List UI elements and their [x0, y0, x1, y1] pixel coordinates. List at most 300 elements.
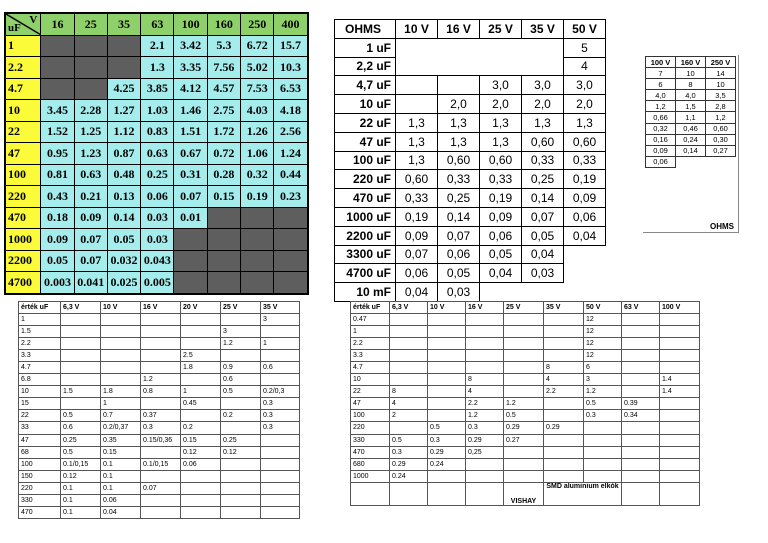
value-cell: 0,05: [480, 245, 522, 264]
value-cell: 22: [19, 410, 61, 422]
value-cell: 0.19: [241, 186, 274, 208]
value-cell: [428, 350, 466, 362]
table-row: [351, 446, 700, 458]
value-cell: [438, 57, 480, 76]
value-cell: 0,14: [522, 189, 564, 208]
value-cell: 0.1/0,15: [141, 458, 181, 470]
value-cell: 3.42: [174, 35, 207, 57]
voltage-header: 35: [107, 13, 140, 35]
table-row: [19, 386, 300, 398]
value-cell: 0.06: [101, 494, 141, 506]
table-row: [335, 132, 606, 151]
value-cell: 4.03: [241, 100, 274, 122]
value-cell: 0.35: [101, 434, 141, 446]
value-cell: 0.005: [141, 272, 174, 294]
corner-unit: uF: [8, 21, 21, 34]
value-cell: 0.25: [61, 434, 101, 446]
value-cell: [504, 362, 544, 374]
voltage-header: 250: [241, 13, 274, 35]
value-cell: 0.041: [74, 272, 107, 294]
value-cell: [181, 494, 221, 506]
value-cell: [504, 326, 544, 338]
value-cell: 2,0: [522, 95, 564, 114]
value-cell: [41, 78, 74, 100]
value-cell: [564, 245, 606, 264]
value-cell: 0,16: [646, 134, 676, 145]
table-row: [351, 398, 700, 410]
value-cell: [660, 398, 700, 410]
value-cell: [390, 350, 428, 362]
value-cell: [261, 350, 300, 362]
value-cell: 0,27: [706, 145, 736, 156]
value-cell: [504, 458, 544, 470]
value-cell: 15: [19, 398, 61, 410]
value-cell: 0.34: [622, 410, 660, 422]
value-cell: [544, 434, 584, 446]
header-row: [19, 302, 300, 314]
column-header: érték uF: [351, 302, 390, 314]
table-row: [351, 338, 700, 350]
value-cell: 2.2: [19, 338, 61, 350]
value-cell: [544, 338, 584, 350]
value-cell: 0.24: [428, 458, 466, 470]
value-cell: 0,07: [438, 226, 480, 245]
value-cell: 8: [390, 386, 428, 398]
value-cell: [428, 470, 466, 482]
empty-cell: [351, 482, 390, 505]
value-cell: 1,3: [438, 113, 480, 132]
value-cell: [622, 422, 660, 434]
value-cell: 1: [19, 314, 61, 326]
value-cell: 0.72: [207, 143, 240, 165]
value-cell: 0.07: [74, 229, 107, 251]
value-cell: 0.6: [221, 374, 261, 386]
column-header: 10 V: [101, 302, 141, 314]
value-cell: [107, 57, 140, 79]
value-cell: 0,07: [522, 207, 564, 226]
capacitance-cell: 4700: [5, 272, 41, 294]
value-cell: 0.15: [207, 186, 240, 208]
value-cell: 0.05: [107, 229, 140, 251]
value-cell: 0,09: [646, 145, 676, 156]
value-cell: [622, 314, 660, 326]
value-cell: 1.2: [466, 410, 504, 422]
value-cell: [61, 362, 101, 374]
value-cell: [428, 386, 466, 398]
table-row: [19, 434, 300, 446]
value-cell: [428, 398, 466, 410]
value-cell: 1.06: [241, 143, 274, 165]
value-cell: [428, 326, 466, 338]
value-cell: 4: [466, 386, 504, 398]
value-cell: 5: [564, 38, 606, 57]
value-cell: [564, 283, 606, 302]
value-cell: 3,0: [564, 76, 606, 95]
value-cell: 1.2: [141, 374, 181, 386]
value-cell: 1.12: [107, 121, 140, 143]
value-cell: [207, 250, 240, 272]
value-cell: 4: [390, 398, 428, 410]
value-cell: [101, 362, 141, 374]
value-cell: 470: [19, 506, 61, 518]
value-cell: [480, 57, 522, 76]
value-cell: [466, 314, 504, 326]
column-header: 10 V: [396, 20, 438, 39]
value-cell: 0.7: [101, 410, 141, 422]
value-cell: 0.28: [207, 164, 240, 186]
value-cell: 1000: [351, 470, 390, 482]
value-cell: [438, 38, 480, 57]
value-cell: 8: [544, 362, 584, 374]
value-cell: 3: [261, 314, 300, 326]
value-cell: 1,2: [706, 112, 736, 123]
value-cell: 3,0: [480, 76, 522, 95]
value-cell: 12: [584, 350, 622, 362]
table-row: [5, 121, 308, 143]
value-cell: 10: [676, 68, 706, 79]
value-cell: 1.5: [61, 386, 101, 398]
value-cell: 4.7: [351, 362, 390, 374]
value-cell: [174, 250, 207, 272]
value-cell: 0.01: [174, 207, 207, 229]
value-cell: [660, 338, 700, 350]
value-cell: [101, 314, 141, 326]
value-cell: 47: [351, 398, 390, 410]
value-cell: 33: [19, 422, 61, 434]
capacitance-cell: 1000: [5, 229, 41, 251]
value-cell: 0.44: [274, 164, 308, 186]
ohms-table: [334, 19, 606, 302]
value-cell: 0,09: [564, 189, 606, 208]
column-header: 160 V: [676, 57, 706, 68]
value-cell: 0.95: [41, 143, 74, 165]
value-cell: [660, 410, 700, 422]
value-cell: 14: [706, 68, 736, 79]
table-row: [646, 101, 736, 112]
capacitance-cell: 4700 uF: [335, 264, 396, 283]
value-cell: [622, 470, 660, 482]
value-cell: [622, 326, 660, 338]
value-cell: 150: [19, 470, 61, 482]
table-row: [19, 326, 300, 338]
capacitance-cell: 47: [5, 143, 41, 165]
value-cell: 1.51: [174, 121, 207, 143]
value-cell: [41, 57, 74, 79]
value-cell: 0,05: [438, 264, 480, 283]
table-row: [351, 410, 700, 422]
value-cell: [480, 283, 522, 302]
value-cell: [660, 470, 700, 482]
value-cell: 0.15: [181, 434, 221, 446]
value-cell: 0,25: [438, 189, 480, 208]
value-cell: [660, 458, 700, 470]
value-cell: 0,33: [396, 189, 438, 208]
voltage-header: 100: [174, 13, 207, 35]
table-row: [19, 458, 300, 470]
value-cell: 0.81: [41, 164, 74, 186]
column-header: 16 V: [466, 302, 504, 314]
value-cell: 0.3: [466, 422, 504, 434]
value-cell: [522, 57, 564, 76]
value-cell: 100: [19, 458, 61, 470]
value-cell: 0,60: [706, 123, 736, 134]
value-cell: [141, 398, 181, 410]
value-cell: 0.63: [141, 143, 174, 165]
value-cell: 0,33: [438, 170, 480, 189]
value-cell: [141, 350, 181, 362]
value-cell: 0.1: [101, 470, 141, 482]
value-cell: 330: [19, 494, 61, 506]
value-cell: 0,24: [676, 134, 706, 145]
value-cell: [174, 272, 207, 294]
value-cell: [261, 374, 300, 386]
table-row: [19, 374, 300, 386]
column-header: 50 V: [584, 302, 622, 314]
table-row: [335, 245, 606, 264]
value-cell: 7: [646, 68, 676, 79]
value-cell: 0.03: [141, 229, 174, 251]
column-header: 20 V: [181, 302, 221, 314]
table-row: [19, 314, 300, 326]
table-row: [351, 314, 700, 326]
value-cell: [504, 386, 544, 398]
value-cell: [181, 410, 221, 422]
value-cell: 0.21: [74, 186, 107, 208]
value-cell: 5.3: [207, 35, 240, 57]
value-cell: [221, 470, 261, 482]
value-cell: 0,30: [706, 134, 736, 145]
value-cell: [544, 314, 584, 326]
value-cell: 0.14: [107, 207, 140, 229]
value-cell: [544, 410, 584, 422]
value-cell: 4.18: [274, 100, 308, 122]
value-cell: [544, 458, 584, 470]
value-cell: 0.39: [622, 398, 660, 410]
value-cell: 0.2: [221, 410, 261, 422]
table-row: [646, 112, 736, 123]
value-cell: 0.1: [61, 494, 101, 506]
value-cell: [141, 326, 181, 338]
value-cell: [428, 410, 466, 422]
value-cell: 1.4: [660, 374, 700, 386]
value-cell: 2.2: [351, 338, 390, 350]
table-row: [646, 145, 736, 156]
value-cell: 0.15: [101, 446, 141, 458]
column-header: 25 V: [480, 20, 522, 39]
value-cell: 0.2: [181, 422, 221, 434]
value-cell: 0.63: [74, 164, 107, 186]
table-row: [335, 57, 606, 76]
value-cell: 0.15/0,36: [141, 434, 181, 446]
value-cell: 1.72: [207, 121, 240, 143]
table-row: [5, 35, 308, 57]
table-row: [335, 170, 606, 189]
value-cell: [660, 350, 700, 362]
value-cell: 3.45: [41, 100, 74, 122]
value-cell: 1.4: [660, 386, 700, 398]
value-cell: 0.025: [107, 272, 140, 294]
value-cell: [221, 314, 261, 326]
value-cell: 0.04: [101, 506, 141, 518]
table-row: [19, 410, 300, 422]
value-cell: [141, 506, 181, 518]
capacitance-cell: 3300 uF: [335, 245, 396, 264]
value-cell: 0.48: [107, 164, 140, 186]
value-cell: 0.31: [174, 164, 207, 186]
value-cell: 0,06: [564, 207, 606, 226]
empty-cell: [466, 482, 504, 505]
value-cell: [660, 422, 700, 434]
table-row: [5, 207, 308, 229]
capacitance-cell: 4.7: [5, 78, 41, 100]
value-cell: [61, 374, 101, 386]
value-cell: 1.2: [504, 398, 544, 410]
value-cell: 0.043: [141, 250, 174, 272]
value-cell: 1,3: [396, 132, 438, 151]
value-cell: 0.003: [41, 272, 74, 294]
value-cell: [396, 76, 438, 95]
empty-cell: [428, 482, 466, 505]
value-cell: 10.3: [274, 57, 308, 79]
value-cell: [466, 350, 504, 362]
value-cell: 1.52: [41, 121, 74, 143]
value-cell: [61, 398, 101, 410]
value-cell: [141, 494, 181, 506]
value-cell: 0.1: [101, 458, 141, 470]
value-cell: [428, 338, 466, 350]
value-cell: 1.23: [74, 143, 107, 165]
value-cell: [261, 326, 300, 338]
value-cell: 0,06: [646, 156, 676, 167]
table-row: [646, 90, 736, 101]
empty-cell: [390, 482, 428, 505]
value-cell: 0.12: [221, 446, 261, 458]
table-row: [351, 458, 700, 470]
value-cell: 0.45: [181, 398, 221, 410]
value-cell: 2,0: [480, 95, 522, 114]
value-cell: 0.03: [141, 207, 174, 229]
table-row: [351, 422, 700, 434]
table-row: [335, 189, 606, 208]
value-cell: [274, 207, 308, 229]
table-row: [335, 264, 606, 283]
value-cell: 0,09: [396, 226, 438, 245]
capacitance-cell: 1 uF: [335, 38, 396, 57]
table-row: [646, 134, 736, 145]
value-cell: [622, 458, 660, 470]
value-cell: 0.29: [544, 422, 584, 434]
value-cell: 6.8: [19, 374, 61, 386]
value-cell: [396, 57, 438, 76]
value-cell: 0,33: [480, 170, 522, 189]
column-header: 16 V: [438, 20, 480, 39]
capacitance-cell: 10 mF: [335, 283, 396, 302]
capacitance-cell: 100: [5, 164, 41, 186]
table-row: [5, 272, 308, 294]
value-cell: 3: [584, 374, 622, 386]
value-cell: 6.53: [274, 78, 308, 100]
value-cell: [221, 494, 261, 506]
value-cell: [241, 272, 274, 294]
value-cell: 10: [351, 374, 390, 386]
value-cell: 1: [351, 326, 390, 338]
header-row: [351, 302, 700, 314]
voltage-header: 16: [41, 13, 74, 35]
value-cell: 0,66: [646, 112, 676, 123]
value-cell: 0,60: [438, 151, 480, 170]
value-cell: 1,3: [438, 132, 480, 151]
capacitance-cell: 470 uF: [335, 189, 396, 208]
table-row: [351, 362, 700, 374]
value-cell: [181, 470, 221, 482]
ohms-small-label: OHMS: [710, 222, 734, 231]
value-cell: [221, 506, 261, 518]
value-cell: 0.1: [61, 482, 101, 494]
value-cell: [622, 362, 660, 374]
value-cell: 2.2: [466, 398, 504, 410]
capacitance-cell: 2200: [5, 250, 41, 272]
value-cell: 4.57: [207, 78, 240, 100]
value-cell: 10: [19, 386, 61, 398]
value-cell: [660, 446, 700, 458]
value-cell: 3.3: [19, 350, 61, 362]
column-header: 35 V: [544, 302, 584, 314]
value-cell: 4.25: [107, 78, 140, 100]
value-cell: 0.25: [141, 164, 174, 186]
value-cell: 1.2: [584, 386, 622, 398]
value-cell: 0,07: [396, 245, 438, 264]
value-cell: [221, 482, 261, 494]
voltage-header: 63: [141, 13, 174, 35]
value-cell: [466, 458, 504, 470]
value-cell: 0,09: [480, 207, 522, 226]
value-cell: [504, 338, 544, 350]
column-header: 25 V: [221, 302, 261, 314]
column-header: 25 V: [504, 302, 544, 314]
value-cell: 1.46: [174, 100, 207, 122]
value-cell: 0,14: [438, 207, 480, 226]
value-cell: [622, 374, 660, 386]
empty-cell: [622, 482, 660, 505]
value-cell: [261, 506, 300, 518]
value-cell: 0,06: [396, 264, 438, 283]
esr-table-serif: [4, 12, 309, 295]
capacitance-cell: 1: [5, 35, 41, 57]
value-cell: 0.3: [141, 422, 181, 434]
value-cell: 0.32: [241, 164, 274, 186]
value-cell: 2.2: [544, 386, 584, 398]
value-cell: [274, 272, 308, 294]
value-cell: [181, 506, 221, 518]
value-cell: 12: [584, 326, 622, 338]
value-cell: [466, 326, 504, 338]
value-cell: [504, 374, 544, 386]
table-row: [5, 57, 308, 79]
value-cell: 1.26: [241, 121, 274, 143]
value-cell: 0,03: [522, 264, 564, 283]
vishay-label: VISHAY: [504, 482, 544, 505]
capacitance-cell: 2.2: [5, 57, 41, 79]
value-cell: 1.24: [274, 143, 308, 165]
value-cell: 0.12: [61, 470, 101, 482]
value-cell: 0,19: [480, 189, 522, 208]
value-cell: 0.1: [101, 482, 141, 494]
value-cell: 0.83: [141, 121, 174, 143]
column-header: 35 V: [522, 20, 564, 39]
value-cell: 0.18: [41, 207, 74, 229]
table-row: [646, 156, 736, 167]
capacitance-cell: 10 uF: [335, 95, 396, 114]
